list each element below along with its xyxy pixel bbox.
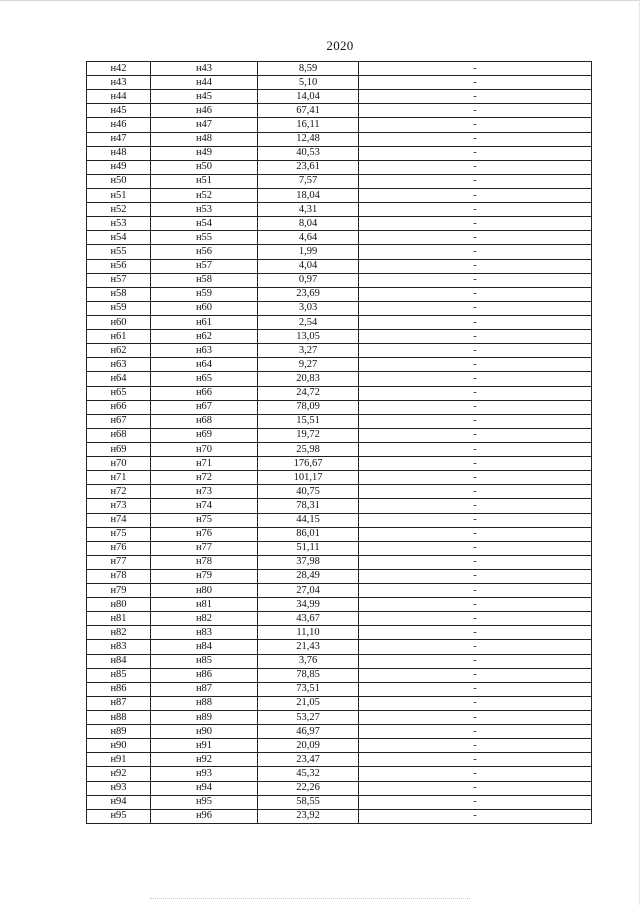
from-point-cell: н53 <box>87 217 151 231</box>
from-point-cell: н44 <box>87 90 151 104</box>
note-cell: - <box>359 471 592 485</box>
table-row <box>87 682 592 696</box>
length-cell: 78,09 <box>258 400 359 414</box>
length-cell: 45,32 <box>258 767 359 781</box>
from-point-cell: н50 <box>87 174 151 188</box>
length-cell: 19,72 <box>258 428 359 442</box>
to-point-cell: н87 <box>151 682 258 696</box>
note-cell: - <box>359 739 592 753</box>
note-cell: - <box>359 584 592 598</box>
table-row <box>87 231 592 245</box>
table-row <box>87 315 592 329</box>
to-point-cell: н58 <box>151 273 258 287</box>
to-point-cell: н65 <box>151 372 258 386</box>
from-point-cell: н61 <box>87 330 151 344</box>
table-row <box>87 457 592 471</box>
note-cell: - <box>359 725 592 739</box>
table-row <box>87 598 592 612</box>
from-point-cell: н62 <box>87 344 151 358</box>
to-point-cell: н61 <box>151 315 258 329</box>
to-point-cell: н53 <box>151 203 258 217</box>
length-cell: 20,09 <box>258 739 359 753</box>
page-number: 2020 <box>326 38 354 53</box>
note-cell: - <box>359 457 592 471</box>
scan-edge-top <box>0 0 640 1</box>
from-point-cell: н64 <box>87 372 151 386</box>
length-cell: 7,57 <box>258 174 359 188</box>
table-row <box>87 781 592 795</box>
table-row <box>87 569 592 583</box>
table-row <box>87 668 592 682</box>
note-cell: - <box>359 372 592 386</box>
from-point-cell: н68 <box>87 428 151 442</box>
note-cell: - <box>359 217 592 231</box>
length-cell: 101,17 <box>258 471 359 485</box>
table-row <box>87 739 592 753</box>
length-cell: 20,83 <box>258 372 359 386</box>
length-cell: 21,43 <box>258 640 359 654</box>
from-point-cell: н51 <box>87 188 151 202</box>
from-point-cell: н94 <box>87 795 151 809</box>
to-point-cell: н66 <box>151 386 258 400</box>
to-point-cell: н55 <box>151 231 258 245</box>
note-cell: - <box>359 612 592 626</box>
to-point-cell: н56 <box>151 245 258 259</box>
from-point-cell: н81 <box>87 612 151 626</box>
length-cell: 40,75 <box>258 485 359 499</box>
from-point-cell: н83 <box>87 640 151 654</box>
table-row <box>87 555 592 569</box>
table-row <box>87 414 592 428</box>
length-cell: 16,11 <box>258 118 359 132</box>
note-cell: - <box>359 188 592 202</box>
to-point-cell: н43 <box>151 62 258 76</box>
from-point-cell: н90 <box>87 739 151 753</box>
to-point-cell: н82 <box>151 612 258 626</box>
table-row <box>87 809 592 823</box>
from-point-cell: н69 <box>87 442 151 456</box>
table-row <box>87 259 592 273</box>
length-cell: 176,67 <box>258 457 359 471</box>
note-cell: - <box>359 626 592 640</box>
length-cell: 23,61 <box>258 160 359 174</box>
length-cell: 24,72 <box>258 386 359 400</box>
length-cell: 3,76 <box>258 654 359 668</box>
from-point-cell: н47 <box>87 132 151 146</box>
from-point-cell: н88 <box>87 711 151 725</box>
table-row <box>87 795 592 809</box>
length-cell: 21,05 <box>258 696 359 710</box>
to-point-cell: н85 <box>151 654 258 668</box>
table-body <box>87 62 592 824</box>
table-row <box>87 358 592 372</box>
note-cell: - <box>359 400 592 414</box>
table-row <box>87 513 592 527</box>
note-cell: - <box>359 711 592 725</box>
length-cell: 73,51 <box>258 682 359 696</box>
table-row <box>87 287 592 301</box>
note-cell: - <box>359 696 592 710</box>
note-cell: - <box>359 795 592 809</box>
to-point-cell: н52 <box>151 188 258 202</box>
to-point-cell: н60 <box>151 301 258 315</box>
note-cell: - <box>359 668 592 682</box>
table-row <box>87 160 592 174</box>
from-point-cell: н67 <box>87 414 151 428</box>
length-cell: 28,49 <box>258 569 359 583</box>
note-cell: - <box>359 273 592 287</box>
note-cell: - <box>359 90 592 104</box>
note-cell: - <box>359 654 592 668</box>
table-row <box>87 372 592 386</box>
table-row <box>87 471 592 485</box>
length-cell: 15,51 <box>258 414 359 428</box>
note-cell: - <box>359 569 592 583</box>
boundary-points-table <box>86 61 592 824</box>
note-cell: - <box>359 598 592 612</box>
to-point-cell: н83 <box>151 626 258 640</box>
length-cell: 25,98 <box>258 442 359 456</box>
length-cell: 23,47 <box>258 753 359 767</box>
length-cell: 14,04 <box>258 90 359 104</box>
to-point-cell: н80 <box>151 584 258 598</box>
table-row <box>87 527 592 541</box>
to-point-cell: н78 <box>151 555 258 569</box>
length-cell: 2,54 <box>258 315 359 329</box>
to-point-cell: н44 <box>151 76 258 90</box>
table-row <box>87 330 592 344</box>
from-point-cell: н78 <box>87 569 151 583</box>
from-point-cell: н57 <box>87 273 151 287</box>
note-cell: - <box>359 386 592 400</box>
table-row <box>87 174 592 188</box>
note-cell: - <box>359 287 592 301</box>
from-point-cell: н55 <box>87 245 151 259</box>
note-cell: - <box>359 527 592 541</box>
table-row <box>87 245 592 259</box>
from-point-cell: н48 <box>87 146 151 160</box>
length-cell: 51,11 <box>258 541 359 555</box>
to-point-cell: н89 <box>151 711 258 725</box>
note-cell: - <box>359 62 592 76</box>
length-cell: 86,01 <box>258 527 359 541</box>
table-row <box>87 400 592 414</box>
table-row <box>87 753 592 767</box>
from-point-cell: н91 <box>87 753 151 767</box>
to-point-cell: н72 <box>151 471 258 485</box>
note-cell: - <box>359 682 592 696</box>
table-row <box>87 118 592 132</box>
table-row <box>87 132 592 146</box>
to-point-cell: н79 <box>151 569 258 583</box>
note-cell: - <box>359 767 592 781</box>
table-row <box>87 767 592 781</box>
to-point-cell: н77 <box>151 541 258 555</box>
note-cell: - <box>359 555 592 569</box>
from-point-cell: н52 <box>87 203 151 217</box>
note-cell: - <box>359 231 592 245</box>
length-cell: 78,85 <box>258 668 359 682</box>
to-point-cell: н70 <box>151 442 258 456</box>
note-cell: - <box>359 513 592 527</box>
to-point-cell: н74 <box>151 499 258 513</box>
table-row <box>87 217 592 231</box>
table-row <box>87 386 592 400</box>
note-cell: - <box>359 485 592 499</box>
to-point-cell: н94 <box>151 781 258 795</box>
to-point-cell: н47 <box>151 118 258 132</box>
to-point-cell: н59 <box>151 287 258 301</box>
table-row <box>87 203 592 217</box>
from-point-cell: н71 <box>87 471 151 485</box>
note-cell: - <box>359 203 592 217</box>
note-cell: - <box>359 132 592 146</box>
from-point-cell: н43 <box>87 76 151 90</box>
from-point-cell: н86 <box>87 682 151 696</box>
note-cell: - <box>359 118 592 132</box>
to-point-cell: н95 <box>151 795 258 809</box>
to-point-cell: н54 <box>151 217 258 231</box>
from-point-cell: н58 <box>87 287 151 301</box>
note-cell: - <box>359 442 592 456</box>
length-cell: 4,04 <box>258 259 359 273</box>
length-cell: 1,99 <box>258 245 359 259</box>
table-row <box>87 626 592 640</box>
note-cell: - <box>359 259 592 273</box>
table-row <box>87 725 592 739</box>
length-cell: 5,10 <box>258 76 359 90</box>
to-point-cell: н51 <box>151 174 258 188</box>
from-point-cell: н42 <box>87 62 151 76</box>
from-point-cell: н63 <box>87 358 151 372</box>
length-cell: 40,53 <box>258 146 359 160</box>
table-row <box>87 146 592 160</box>
note-cell: - <box>359 499 592 513</box>
to-point-cell: н73 <box>151 485 258 499</box>
to-point-cell: н67 <box>151 400 258 414</box>
length-cell: 12,48 <box>258 132 359 146</box>
length-cell: 3,27 <box>258 344 359 358</box>
table-row <box>87 428 592 442</box>
table-row <box>87 301 592 315</box>
to-point-cell: н64 <box>151 358 258 372</box>
table-row <box>87 584 592 598</box>
from-point-cell: н85 <box>87 668 151 682</box>
from-point-cell: н54 <box>87 231 151 245</box>
from-point-cell: н70 <box>87 457 151 471</box>
note-cell: - <box>359 428 592 442</box>
to-point-cell: н71 <box>151 457 258 471</box>
length-cell: 4,64 <box>258 231 359 245</box>
note-cell: - <box>359 76 592 90</box>
note-cell: - <box>359 640 592 654</box>
from-point-cell: н87 <box>87 696 151 710</box>
from-point-cell: н75 <box>87 527 151 541</box>
note-cell: - <box>359 344 592 358</box>
note-cell: - <box>359 315 592 329</box>
from-point-cell: н84 <box>87 654 151 668</box>
length-cell: 23,69 <box>258 287 359 301</box>
note-cell: - <box>359 160 592 174</box>
table-row <box>87 541 592 555</box>
from-point-cell: н66 <box>87 400 151 414</box>
note-cell: - <box>359 753 592 767</box>
table-row <box>87 485 592 499</box>
length-cell: 27,04 <box>258 584 359 598</box>
table-row <box>87 62 592 76</box>
from-point-cell: н92 <box>87 767 151 781</box>
scan-artifact-line <box>150 897 470 899</box>
to-point-cell: н45 <box>151 90 258 104</box>
table-row <box>87 711 592 725</box>
table-row <box>87 273 592 287</box>
length-cell: 13,05 <box>258 330 359 344</box>
length-cell: 3,03 <box>258 301 359 315</box>
from-point-cell: н82 <box>87 626 151 640</box>
table-row <box>87 90 592 104</box>
note-cell: - <box>359 146 592 160</box>
length-cell: 4,31 <box>258 203 359 217</box>
length-cell: 46,97 <box>258 725 359 739</box>
to-point-cell: н48 <box>151 132 258 146</box>
from-point-cell: н76 <box>87 541 151 555</box>
length-cell: 78,31 <box>258 499 359 513</box>
length-cell: 34,99 <box>258 598 359 612</box>
from-point-cell: н59 <box>87 301 151 315</box>
length-cell: 43,67 <box>258 612 359 626</box>
note-cell: - <box>359 781 592 795</box>
to-point-cell: н86 <box>151 668 258 682</box>
from-point-cell: н56 <box>87 259 151 273</box>
length-cell: 44,15 <box>258 513 359 527</box>
note-cell: - <box>359 245 592 259</box>
from-point-cell: н46 <box>87 118 151 132</box>
length-cell: 8,59 <box>258 62 359 76</box>
to-point-cell: н84 <box>151 640 258 654</box>
to-point-cell: н92 <box>151 753 258 767</box>
note-cell: - <box>359 414 592 428</box>
to-point-cell: н75 <box>151 513 258 527</box>
from-point-cell: н65 <box>87 386 151 400</box>
length-cell: 9,27 <box>258 358 359 372</box>
length-cell: 8,04 <box>258 217 359 231</box>
from-point-cell: н49 <box>87 160 151 174</box>
note-cell: - <box>359 330 592 344</box>
table-row <box>87 499 592 513</box>
to-point-cell: н57 <box>151 259 258 273</box>
table-row <box>87 612 592 626</box>
table-row <box>87 344 592 358</box>
to-point-cell: н68 <box>151 414 258 428</box>
note-cell: - <box>359 104 592 118</box>
from-point-cell: н95 <box>87 809 151 823</box>
from-point-cell: н80 <box>87 598 151 612</box>
table-row <box>87 442 592 456</box>
to-point-cell: н50 <box>151 160 258 174</box>
note-cell: - <box>359 358 592 372</box>
table-row <box>87 76 592 90</box>
from-point-cell: н45 <box>87 104 151 118</box>
length-cell: 23,92 <box>258 809 359 823</box>
to-point-cell: н63 <box>151 344 258 358</box>
length-cell: 37,98 <box>258 555 359 569</box>
length-cell: 22,26 <box>258 781 359 795</box>
from-point-cell: н60 <box>87 315 151 329</box>
length-cell: 58,55 <box>258 795 359 809</box>
from-point-cell: н89 <box>87 725 151 739</box>
length-cell: 67,41 <box>258 104 359 118</box>
to-point-cell: н46 <box>151 104 258 118</box>
length-cell: 11,10 <box>258 626 359 640</box>
table-row <box>87 696 592 710</box>
from-point-cell: н74 <box>87 513 151 527</box>
note-cell: - <box>359 809 592 823</box>
to-point-cell: н62 <box>151 330 258 344</box>
note-cell: - <box>359 541 592 555</box>
table-row <box>87 640 592 654</box>
note-cell: - <box>359 301 592 315</box>
length-cell: 0,97 <box>258 273 359 287</box>
from-point-cell: н93 <box>87 781 151 795</box>
table-row <box>87 654 592 668</box>
table-row <box>87 104 592 118</box>
from-point-cell: н72 <box>87 485 151 499</box>
from-point-cell: н77 <box>87 555 151 569</box>
to-point-cell: н88 <box>151 696 258 710</box>
table-row <box>87 188 592 202</box>
to-point-cell: н69 <box>151 428 258 442</box>
from-point-cell: н79 <box>87 584 151 598</box>
to-point-cell: н96 <box>151 809 258 823</box>
to-point-cell: н49 <box>151 146 258 160</box>
to-point-cell: н93 <box>151 767 258 781</box>
from-point-cell: н73 <box>87 499 151 513</box>
note-cell: - <box>359 174 592 188</box>
to-point-cell: н91 <box>151 739 258 753</box>
length-cell: 18,04 <box>258 188 359 202</box>
to-point-cell: н81 <box>151 598 258 612</box>
to-point-cell: н76 <box>151 527 258 541</box>
to-point-cell: н90 <box>151 725 258 739</box>
length-cell: 53,27 <box>258 711 359 725</box>
